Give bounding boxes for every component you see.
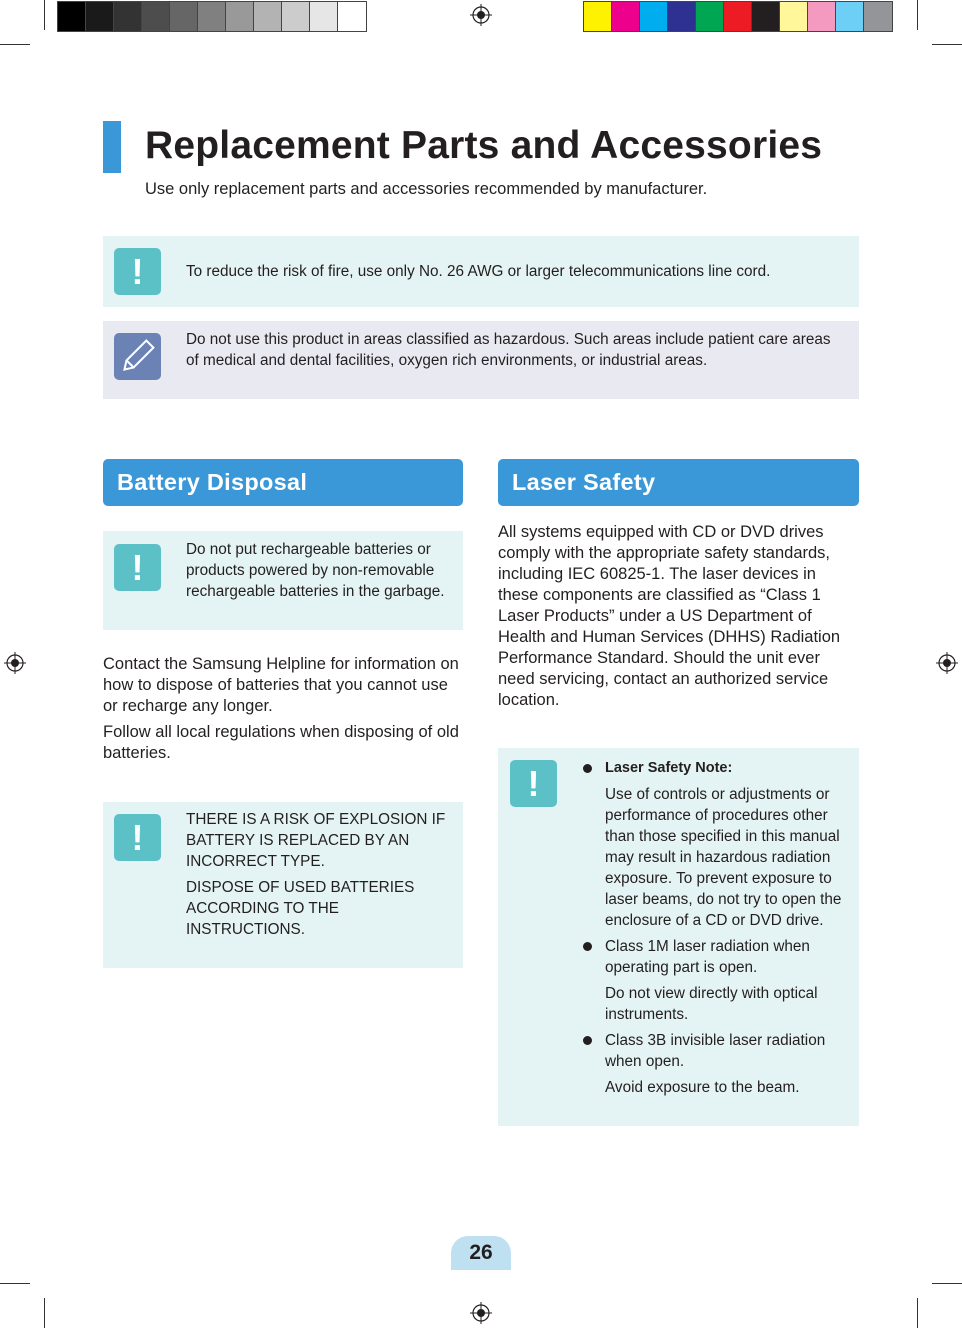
explosion-warning-2: DISPOSE OF USED BATTERIES ACCORDING TO THE INSTRUCTIONS. xyxy=(186,879,415,938)
battery-disposal-heading: Battery Disposal xyxy=(103,459,463,506)
crop-mark xyxy=(0,1283,30,1284)
registration-mark-icon xyxy=(470,1302,492,1324)
exclamation-icon: ! xyxy=(114,544,161,591)
registration-mark-icon xyxy=(470,4,492,26)
process-color-bar xyxy=(583,1,893,32)
warning-box-explosion xyxy=(103,802,463,968)
title-accent-bar xyxy=(103,121,121,173)
battery-para-2: Follow all local regulations when disposing of old batteries. xyxy=(103,723,459,762)
note-box-hazardous xyxy=(103,321,859,399)
caution-box-cord xyxy=(103,236,859,307)
class-3b-text: Class 3B invisible laser radiation when open. xyxy=(605,1032,826,1070)
battery-body xyxy=(103,654,465,764)
explosion-warning xyxy=(186,809,451,940)
registration-mark-icon xyxy=(4,652,26,674)
class-1m-subtext: Do not view directly with optical instruments. xyxy=(605,985,818,1023)
crop-mark xyxy=(44,0,45,30)
crop-mark xyxy=(932,44,962,45)
laser-note-title: Laser Safety Note: xyxy=(605,760,733,776)
laser-note-text: Use of controls or adjustments or performance of procedures other than those specified in this manual may result in hazardous radiation exposure. To prevent exposure to laser beams, do not try to open the enclosure of a CD or DVD drive. xyxy=(605,786,842,929)
crop-mark xyxy=(0,44,30,45)
registration-mark-icon xyxy=(936,652,958,674)
list-item xyxy=(583,1030,853,1098)
crop-mark xyxy=(932,1283,962,1284)
pencil-icon xyxy=(114,333,161,380)
page-number: 26 xyxy=(451,1236,511,1270)
page-subtitle: Use only replacement parts and accessories recommended by manufacturer. xyxy=(145,180,708,198)
laser-bullet-list xyxy=(583,758,853,1098)
list-item xyxy=(583,758,853,931)
crop-mark xyxy=(44,1298,45,1328)
battery-caution-text: Do not put rechargeable batteries or products powered by non-removable rechargeable batteries in the garbage. xyxy=(186,541,445,600)
grayscale-color-bar xyxy=(57,1,367,32)
class-1m-text: Class 1M laser radiation when operating part is open. xyxy=(605,938,810,976)
note-text: Do not use this product in areas classified as hazardous. Such areas include patient care areas of medical and dental facilities, oxygen rich environments, or industrial areas. xyxy=(186,331,831,369)
crop-mark xyxy=(917,0,918,30)
battery-para-1: Contact the Samsung Helpline for information on how to dispose of batteries that you cannot use or recharge any longer. xyxy=(103,655,459,715)
caution-text: To reduce the risk of fire, use only No. 26 AWG or larger telecommunications line cord. xyxy=(186,263,771,280)
exclamation-icon: ! xyxy=(114,814,161,861)
class-3b-subtext: Avoid exposure to the beam. xyxy=(605,1079,800,1096)
laser-body: All systems equipped with CD or DVD drives comply with the appropriate safety standards, including IEC 60825-1. The laser devices in these components are classified as “Class 1 Laser Products” under a US Department of Health and Human Services (DHHS) Radiation Performance Standard. Should the unit ever need servicing, contact an authorized service location. xyxy=(498,523,841,709)
caution-box-battery xyxy=(103,531,463,630)
crop-mark xyxy=(917,1298,918,1328)
explosion-warning-1: THERE IS A RISK OF EXPLOSION IF BATTERY IS REPLACED BY AN INCORRECT TYPE. xyxy=(186,811,446,870)
laser-safety-heading: Laser Safety xyxy=(498,459,859,506)
exclamation-icon: ! xyxy=(510,760,557,807)
list-item xyxy=(583,936,853,1025)
page-title: Replacement Parts and Accessories xyxy=(145,124,823,167)
exclamation-icon: ! xyxy=(114,248,161,295)
